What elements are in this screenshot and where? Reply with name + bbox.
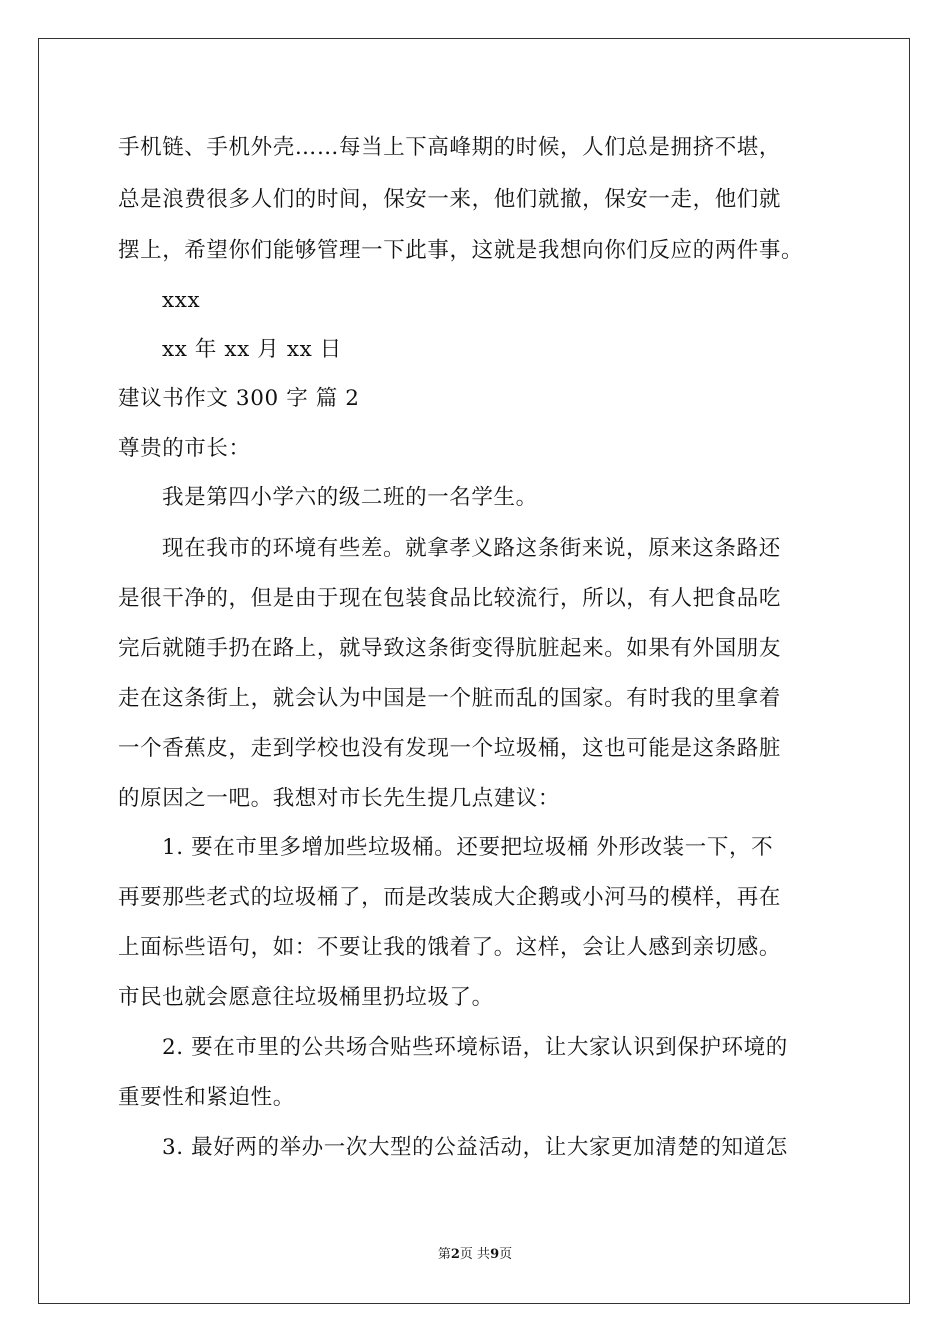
current-page: 2 — [450, 1247, 460, 1262]
list-item: 1. 要在市里多增加些垃圾桶。还要把垃圾桶 外形改装一下，不 — [162, 835, 774, 860]
page-middle: 页 共 — [459, 1247, 491, 1262]
section-title: 建议书作文 300 字 篇 2 — [118, 386, 360, 411]
text-line: 完后就随手扔在路上，就导致这条街变得肮脏起来。如果有外国朋友 — [118, 636, 782, 661]
page-prefix: 第 — [437, 1247, 451, 1262]
text-line: 一个香蕉皮，走到学校也没有发现一个垃圾桶，这也可能是这条路脏 — [118, 736, 782, 761]
text-line: 总是浪费很多人们的时间，保安一来，他们就撤，保安一走，他们就 — [118, 187, 782, 212]
text-line: 市民也就会愿意往垃圾桶里扔垃圾了。 — [118, 985, 494, 1010]
text-line: 的原因之一吧。我想对市长先生提几点建议： — [118, 786, 561, 811]
text-line: 再要那些老式的垃圾桶了，而是改装成大企鹅或小河马的模样，再在 — [118, 885, 782, 910]
signature-name: xxx — [162, 288, 201, 313]
text-line: 是很干净的，但是由于现在包装食品比较流行，所以，有人把食品吃 — [118, 586, 782, 611]
list-item: 3. 最好两的举办一次大型的公益活动，让大家更加清楚的知道怎 — [162, 1135, 788, 1160]
list-item: 2. 要在市里的公共场合贴些环境标语，让大家认识到保护环境的 — [162, 1035, 788, 1060]
text-line: 摆上，希望你们能够管理一下此事，这就是我想向你们反应的两件事。 — [118, 238, 804, 263]
text-line: 我是第四小学六的级二班的一名学生。 — [162, 485, 538, 510]
text-line: 重要性和紧迫性。 — [118, 1085, 295, 1110]
salutation: 尊贵的市长： — [118, 436, 251, 461]
page-suffix: 页 — [499, 1247, 513, 1262]
page-border — [38, 38, 910, 1304]
signature-date: xx 年 xx 月 xx 日 — [162, 337, 342, 362]
total-pages: 9 — [490, 1247, 500, 1262]
text-line: 手机链、手机外壳……每当上下高峰期的时候，人们总是拥挤不堪， — [118, 135, 782, 160]
text-line: 现在我市的环境有些差。就拿孝义路这条街来说，原来这条路还 — [162, 536, 781, 561]
text-line: 上面标些语句，如：不要让我的饿着了。这样，会让人感到亲切感。 — [118, 935, 782, 960]
page-number — [0, 1246, 950, 1264]
text-line: 走在这条街上，就会认为中国是一个脏而乱的国家。有时我的里拿着 — [118, 686, 782, 711]
